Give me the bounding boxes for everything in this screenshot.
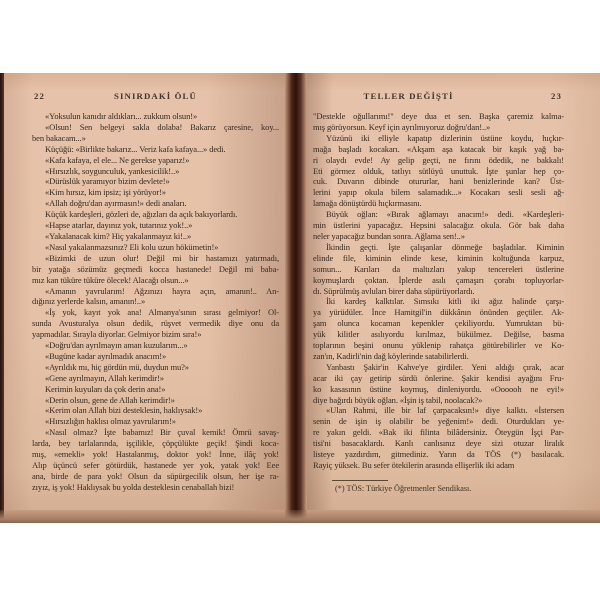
text-line: «Kim hırsız, kim ipsiz; işi yörüyor!» xyxy=(45,187,166,198)
paragraph xyxy=(32,166,279,177)
paragraph xyxy=(313,405,564,470)
text-line: «Ayrıldık mı, hiç gördün mü, duydun mu?» xyxy=(45,361,189,372)
text-line: mış görüyorsun. Keyf için ayrılmıyoruz doğru'dan!..» xyxy=(313,121,491,132)
right-page-number: 23 xyxy=(551,91,562,101)
book-photo xyxy=(0,73,600,523)
text-line: diye bağırdı büyük oğlan. «İşin iş tabil, noolacak?» xyxy=(313,394,483,405)
text-line: tisi'ni basacaklardı. Kanlı canlısınız deye sizi otuzar liralık xyxy=(313,438,564,449)
text-line: dı. Süprülmüş avluları birer daha süpürüyorlardı. xyxy=(313,285,475,296)
paragraph xyxy=(32,231,279,242)
text-line: koymuşlardı çoktan. İplerde asılı çamaşırı çorabı topluyorlar- xyxy=(313,274,564,285)
paragraph xyxy=(32,111,279,122)
text-line: toplarının beşini onunu yüklenip rahatça götürebilirler ve Ko- xyxy=(313,340,564,351)
text-line: acar iki çay getirip sürdü önlerine. Şakir kendisi ayağını Fru- xyxy=(313,372,564,383)
text-line: Büyük oğlan: «Bırak ağlamayı anacım!» dedi. «Kardeşleri- xyxy=(326,209,564,220)
text-line: neler yapacağız bundan sonra. Ağlama sen!..» xyxy=(313,230,465,241)
paragraph xyxy=(32,187,279,198)
left-page-number: 22 xyxy=(34,91,45,101)
right-page-text xyxy=(313,111,564,471)
text-line: «Hapse atarlar, dayınız yok, tutarınız yok!..» xyxy=(45,220,193,231)
paragraph xyxy=(32,242,279,253)
paragraph xyxy=(32,416,279,427)
text-line: mış, «emekli» yok! Hastalanmış, doktor yok! İnne, ilâç yok! xyxy=(32,449,279,460)
right-page xyxy=(307,73,600,510)
text-line: İkindin geçti. İşte çalışanlar dönmeğe başladılar. Kiminin xyxy=(326,241,564,252)
text-line: İki kardeş kalktılar. Sımsıkı kitli iki ağız halinde çarşı- xyxy=(326,296,564,307)
paragraph xyxy=(32,405,279,416)
text-line: Yüzünü iki elliyle kapatıp dizlerinin üstüne koydu, hıçkır- xyxy=(326,132,564,143)
text-line: «Amanın yavrularım! Ağzınızı hayra açın, amanın!.. An- xyxy=(45,285,279,296)
paragraph xyxy=(32,209,279,220)
left-page-header xyxy=(32,91,279,102)
text-line: Küçüğü: «Birlikte bakarız... Veriz kafa kafaya...» dedi. xyxy=(45,143,226,154)
book-gutter-shadow xyxy=(285,73,307,523)
text-line: «Yoksulun kanıdır aldıkları... zukkum olsun!» xyxy=(45,111,198,121)
text-line: Kerimin kuyuları da çok derin ana!» xyxy=(45,383,166,394)
paragraph xyxy=(32,220,279,231)
paragraph xyxy=(313,362,564,406)
text-line: ya yürüdüler. İnce Hamitgil'in dükkânın önünden geçtiler. Ak- xyxy=(313,307,564,318)
text-line: «Gene ayrılmayın, Allah kerimdir!» xyxy=(45,372,164,383)
paragraph xyxy=(32,340,279,351)
text-line: «Hırsızlığın haklısı olmaz yavrularım!» xyxy=(45,416,176,427)
text-line: larda, bey tarlalarında, işçilikle, çöpçülükte geçik! Şindi koca- xyxy=(32,438,279,449)
text-line: «Kerim olan Allah bizi desteklesin, haklıysak!» xyxy=(45,405,203,416)
paragraph xyxy=(313,133,564,209)
paragraph xyxy=(32,144,279,155)
paragraph xyxy=(32,373,279,384)
text-line: «Nasıl olmaz? İşte babamız! Bir çuval kemik! Ömrü savaş- xyxy=(45,427,279,438)
text-line: Alıp üçüncü sefer götürdük, hastanede yer yok, yatak yok! Eee xyxy=(32,460,279,470)
text-line: mağa başladı kocakarı. «Akşam aşa katacak bir kaşık yağ ba- xyxy=(313,143,564,154)
paragraph xyxy=(313,111,564,133)
text-line: ben bakacam...» xyxy=(32,132,86,143)
footnote-rule xyxy=(332,480,388,481)
paragraph xyxy=(32,384,279,395)
text-line: yapmadılar. Sırayla diyorlar. Gelmiyor bizim sıra!» xyxy=(32,329,202,340)
text-line: mız kan tüküre tüküre ölecek! Alacağı olsun...» xyxy=(32,274,189,285)
paragraph xyxy=(32,395,279,406)
text-line: «İş yok, kayıt yok ana! Almanya'sının sırası gelmiyor! Ol- xyxy=(45,307,279,318)
text-line: ri olaydı evde! Ay gelip geçti, ne fırını ödedik, ne bakkalı! xyxy=(313,154,564,165)
paragraph xyxy=(32,122,279,144)
text-line: lamağa dönüştürdü hıçkırmasını. xyxy=(313,198,422,209)
text-line: «Bugüne kadar ayrılmadık anacım!» xyxy=(45,350,167,361)
paragraph xyxy=(313,296,564,361)
paragraph xyxy=(32,351,279,362)
text-line: Yanbastı Şakir'in Kahve'ye girdiler. Yeni aldığı çırak, acar xyxy=(326,361,564,372)
paragraph xyxy=(32,427,279,492)
left-running-title: SINIRDAKİ ÖLÜ xyxy=(114,91,197,101)
text-line: bir yatağa sözümüz geçmedi kocca hastanede! Değil mi baba- xyxy=(32,263,279,274)
text-line: listeye yazdırdım, gitmediniz. Yarın da TÖS (*) basılacak. xyxy=(313,449,564,460)
text-line: «Bizimki de uzun olur! Değil mi bir hastamızı yatırmadı, xyxy=(45,252,279,263)
text-line: min üstlerini yapacağız. Hepsini salacağız okula. Gör bak daha xyxy=(313,220,564,231)
text-line: şam olunca kocaman kepenkler çekiliyordu. Yumruktan bü- xyxy=(313,318,564,329)
text-line: Eti görmez olduk, tatlıyı sütlüyü unuttuk. İşte şunlar hep ço- xyxy=(313,165,564,176)
right-page-header xyxy=(313,91,564,102)
text-line: sunda Avusturalya olsun dedik, rüşvet vermedik diye onu da xyxy=(32,318,279,329)
text-line: yük kilitler asılıyordu kırılmaz, bükülmez. Değilse, basma xyxy=(313,329,564,340)
text-line: cuk. Duvarın dibinde otururlar, hani benizlerinde kan? Üst- xyxy=(313,176,564,187)
text-line: elinde file, kiminin elinde kese, kiminin koltuğunda karpuz, xyxy=(313,252,564,263)
text-line: «Doğru'dan ayrılmayın aman kuzularım...» xyxy=(45,340,188,351)
text-line: «Dürüslük yaramıyor bizim devlete!» xyxy=(45,176,170,187)
text-line: dığınız yerlerde kalsın, amanın!..» xyxy=(32,296,146,307)
text-line: «Olsun! Sen belgeyi sakla dolaba! Bakarız çaresine, koy... xyxy=(45,121,279,132)
text-line: «Yakalanacak kim? Hiç yakalanmayız ki!..» xyxy=(45,230,192,241)
paragraph xyxy=(313,209,564,242)
text-line: Küçük kardeşleri, gözleri de, ağızları da açık bakıyorlardı. xyxy=(45,209,238,220)
text-line: ko kasasının üstüne koymuş, dinleniyordu. «Oooooh ne eyi!» xyxy=(313,383,564,394)
text-line: «Nasıl yakalanmazsınız? Eli kolu uzun hökümetin!» xyxy=(45,241,219,252)
text-line: «Allah doğru'dan ayırmasın!» dedi anaları. xyxy=(45,198,187,209)
footnote: (*) TÖS: Türkiye Öğretmenler Sendikası. xyxy=(335,483,472,493)
paragraph xyxy=(32,307,279,340)
text-line: Rayiç yüksek. Bu sefer ötekilerin arasında ellişerlik iki adam xyxy=(313,460,515,470)
text-line: somun... Karıları da maltızları yakıp tencereleri üstlerine xyxy=(313,263,564,274)
text-line: zıyız, iş yok! Haklıysak bu yolda desteklesin cenaballah bizi! xyxy=(32,481,235,492)
paragraph xyxy=(32,176,279,187)
text-line: zan'ın, Kadirli'nin dağ köylerinde satabilirlerdi. xyxy=(313,350,469,361)
left-page-text xyxy=(32,111,279,493)
text-line: lerini yapıp okula bilem salamadık...» Kocakarı sesli sesli ağ- xyxy=(313,187,564,198)
text-line: ana, birde de para yok! Olsun da süpürgecilik olsun, her işe ra- xyxy=(32,470,279,481)
paragraph xyxy=(32,198,279,209)
text-line: «Hırsızlık, soygunculuk, yankesicilik!..» xyxy=(45,165,180,176)
paragraph xyxy=(32,253,279,286)
paragraph xyxy=(313,242,564,297)
paragraph xyxy=(32,155,279,166)
text-line: re yakın geldi. «Bak iki filinta bilâdersiniz. Öteygün İşçi Par- xyxy=(313,427,564,438)
text-line: senin de işin iş olabilir be yeğenim!» dedi. Oturdukları ye- xyxy=(313,416,564,427)
paragraph xyxy=(32,362,279,373)
text-line: «Derin olsun, gene de Allah kerimdir!» xyxy=(45,394,175,405)
text-line: «Ulan Rahmi, ille bir laf çarpacaksın!» diye kalktı. «İstersen xyxy=(326,405,564,416)
text-line: «Kafa kafaya, el ele... Ne gerekse yaparız!» xyxy=(45,154,190,165)
left-page xyxy=(4,73,285,510)
paragraph xyxy=(32,286,279,308)
text-line: "Destekle oğullarımı!" deye dua et sen. Başka çaremiz kalma- xyxy=(313,111,564,121)
right-running-title: TELLER DEĞİŞTİ xyxy=(363,91,454,101)
